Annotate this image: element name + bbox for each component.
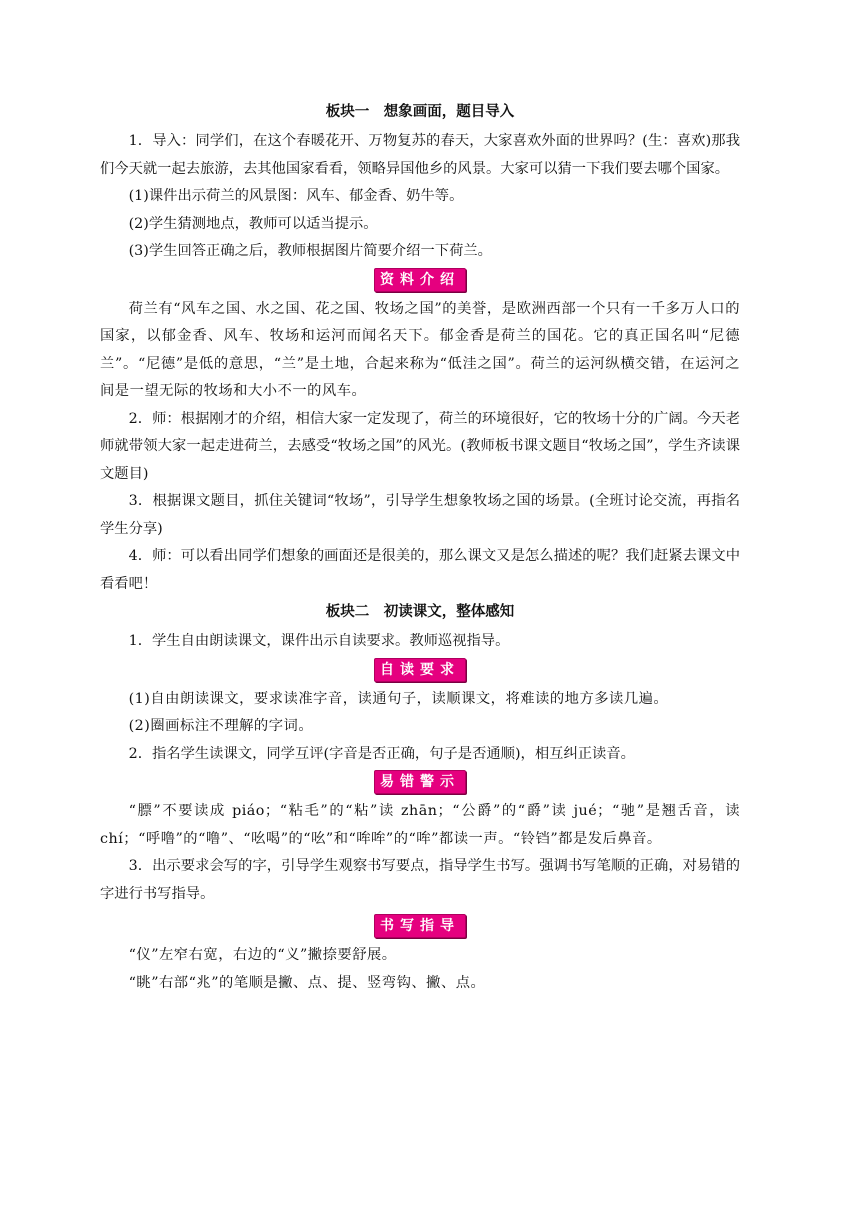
paragraph-2: 2．师：根据刚才的介绍，相信大家一定发现了，荷兰的环境很好，它的牧场十分的广阔。今天老师就带领大家一起走进荷兰，去感受“牧场之国”的风光。(教师板书课文题目“牧场之国”，学生齐读课文题目) xyxy=(100,410,740,482)
badge-row-info xyxy=(100,268,740,296)
document-page xyxy=(100,100,740,997)
writing-tip-2: “眺”右部“兆”的笔顺是撇、点、提、竖弯钩、撇、点。 xyxy=(128,974,486,991)
paragraph-peer-review: 2．指名学生读课文，同学互评(字音是否正确，句子是否通顺)，相互纠正读音。 xyxy=(128,745,635,762)
section-2-title: 板块二 初读课文，整体感知 xyxy=(325,604,515,620)
paragraph-writing: 3．出示要求会写的字，引导学生观察书写要点，指导学生书写。强调书写笔顺的正确，对易错的字进行书写指导。 xyxy=(100,858,740,902)
section-1-title: 板块一 想象画面，题目导入 xyxy=(325,104,515,120)
warning-badge: 易错警示 xyxy=(374,770,466,794)
paragraph-step-3: (3)学生回答正确之后，教师根据图片简要介绍一下荷兰。 xyxy=(128,243,492,259)
requirement-2: (2)圈画标注不理解的字词。 xyxy=(128,718,314,734)
requirement-1: (1)自由朗读课文，要求读准字音，读通句子，读顺课文，将难读的地方多读几遍。 xyxy=(128,690,669,707)
badge-row-requirements xyxy=(100,658,740,686)
paragraph-step-2: (2)学生猜测地点，教师可以适当提示。 xyxy=(128,215,378,232)
writing-tip-1: “仪”左窄右宽，右边的“义”撇捺要舒展。 xyxy=(128,947,397,963)
info-paragraph: 荷兰有“风车之国、水之国、花之国、牧场之国”的美誉，是欧洲西部一个只有一千多万人口的国家，以郁金香、风车、牧场和运河而闻名天下。郁金香是荷兰的国花。它的真正国名叫“尼德兰”。“尼德”是低的意思，“兰”是土地，合起来称为“低洼之国”。荷兰的运河纵横交错，在运河之间是一望无际的牧场和大小不一的风车。 xyxy=(100,300,740,399)
warning-paragraph: “膘”不要读成 piáo；“粘毛”的“粘”读 zhān；“公爵”的“爵”读 jué；“驰”是翘舌音，读 chí；“呼噜”的“噜”、“吆喝”的“吆”和“哞哞”的“哞”都读一声。“铃铛”都是发后鼻音。 xyxy=(100,803,740,847)
paragraph-intro: 1．导入：同学们，在这个春暖花开、万物复苏的春天，大家喜欢外面的世界吗？(生：喜欢)那我们今天就一起去旅游，去其他国家看看，领略异国他乡的风景。大家可以猜一下我们要去哪个国家。 xyxy=(100,133,740,177)
paragraph-step-1: (1)课件出示荷兰的风景图：风车、郁金香、奶牛等。 xyxy=(128,188,464,204)
paragraph-reading: 1．学生自由朗读课文，课件出示自读要求。教师巡视指导。 xyxy=(128,633,510,649)
info-badge: 资料介绍 xyxy=(374,268,466,292)
badge-row-warning xyxy=(100,770,740,798)
paragraph-3: 3．根据课文题目，抓住关键词“牧场”，引导学生想象牧场之国的场景。(全班讨论交流，再指名学生分享) xyxy=(100,493,740,537)
requirements-badge: 自读要求 xyxy=(374,658,466,682)
paragraph-4: 4．师：可以看出同学们想象的画面还是很美的，那么课文又是怎么描述的呢？我们赶紧去课文中看看吧！ xyxy=(100,548,740,592)
badge-row-writing xyxy=(100,914,740,942)
writing-badge: 书写指导 xyxy=(374,914,466,938)
